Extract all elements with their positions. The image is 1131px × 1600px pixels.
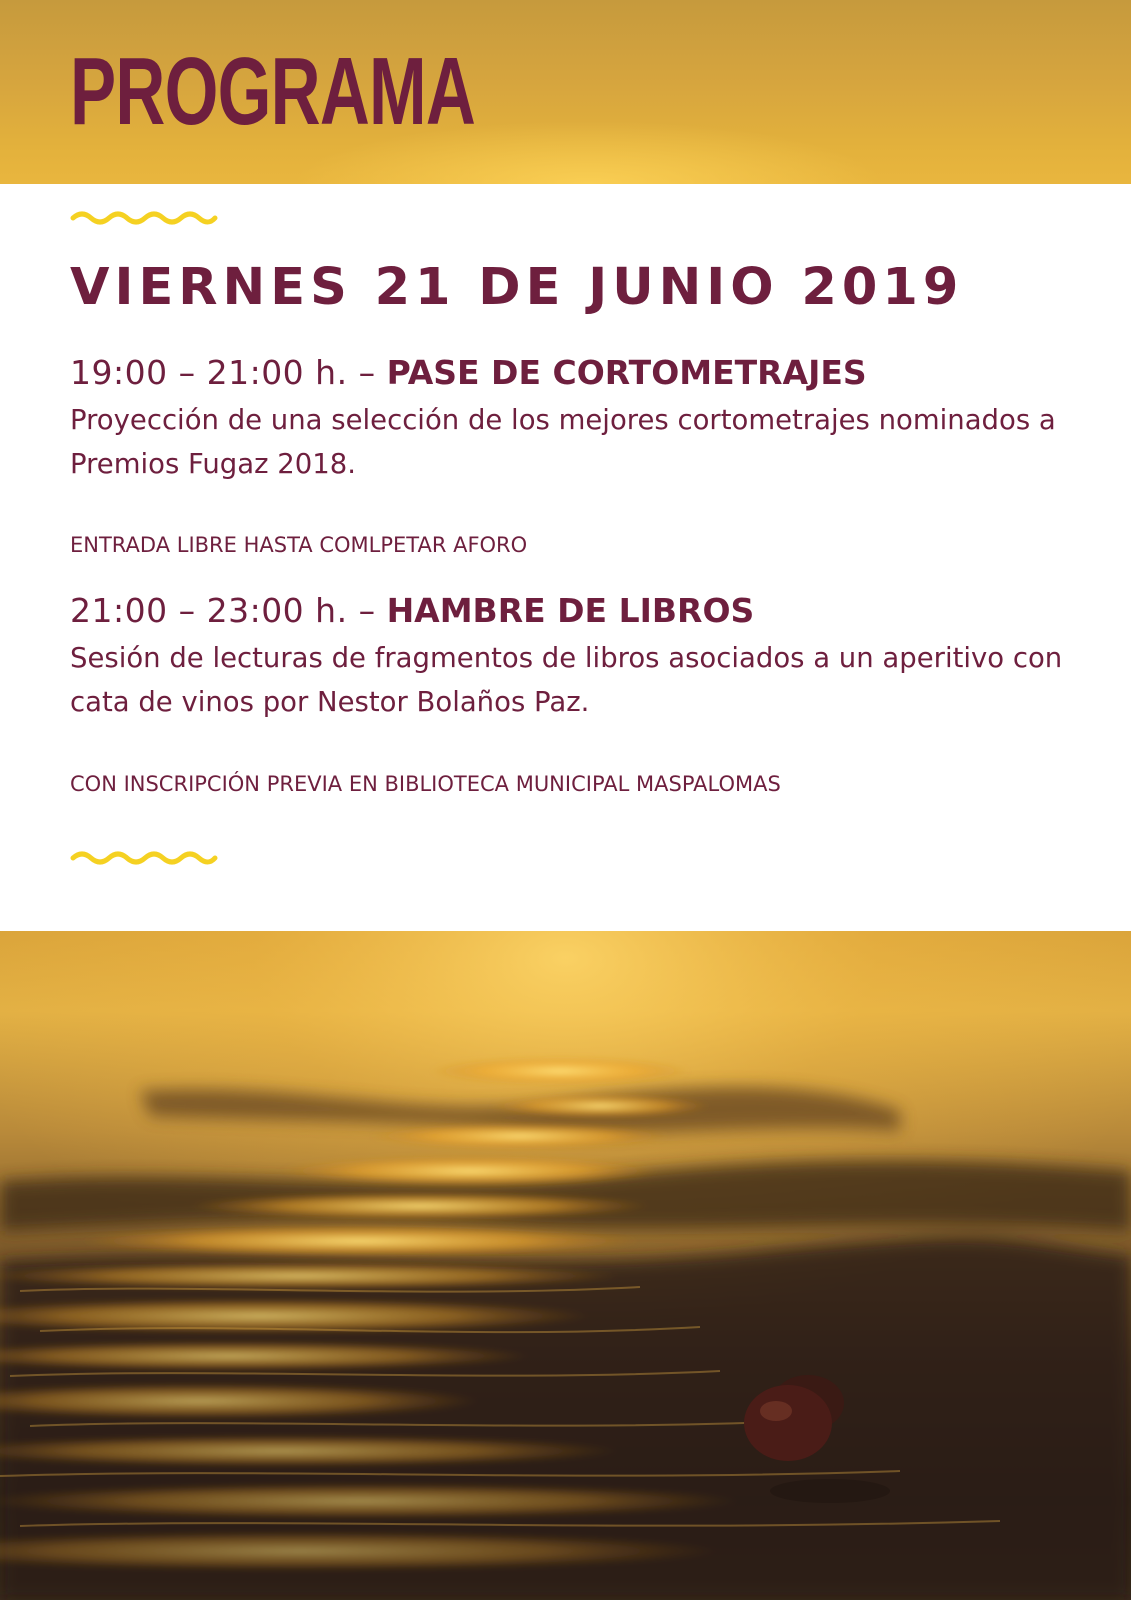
header-banner	[0, 0, 1131, 184]
event-header	[70, 590, 1100, 632]
page-title: PROGRAMA	[70, 38, 476, 145]
event-time: 19:00 – 21:00 h. –	[70, 353, 387, 392]
wave-divider-icon	[70, 208, 218, 228]
event-note: ENTRADA LIBRE HASTA COMLPETAR AFORO	[70, 533, 528, 557]
wave-divider-icon	[70, 848, 218, 868]
sunset-water-photo	[0, 931, 1131, 1600]
day-heading: VIERNES 21 DE JUNIO 2019	[70, 258, 964, 317]
event-item	[70, 590, 1100, 724]
event-description: Proyección de una selección de los mejores cortometrajes nominados a Premios Fugaz 2018.	[70, 404, 1056, 480]
event-note: CON INSCRIPCIÓN PREVIA EN BIBLIOTECA MUNICIPAL MASPALOMAS	[70, 772, 781, 796]
event-description: Sesión de lecturas de fragmentos de libros asociados a un aperitivo con cata de vinos por Nestor Bolaños Paz.	[70, 642, 1063, 718]
event-item	[70, 352, 1100, 486]
event-time: 21:00 – 23:00 h. –	[70, 591, 387, 630]
event-header	[70, 352, 1100, 394]
event-name: HAMBRE DE LIBROS	[386, 591, 755, 630]
program-panel	[0, 184, 1131, 931]
event-name: PASE DE CORTOMETRAJES	[386, 353, 867, 392]
